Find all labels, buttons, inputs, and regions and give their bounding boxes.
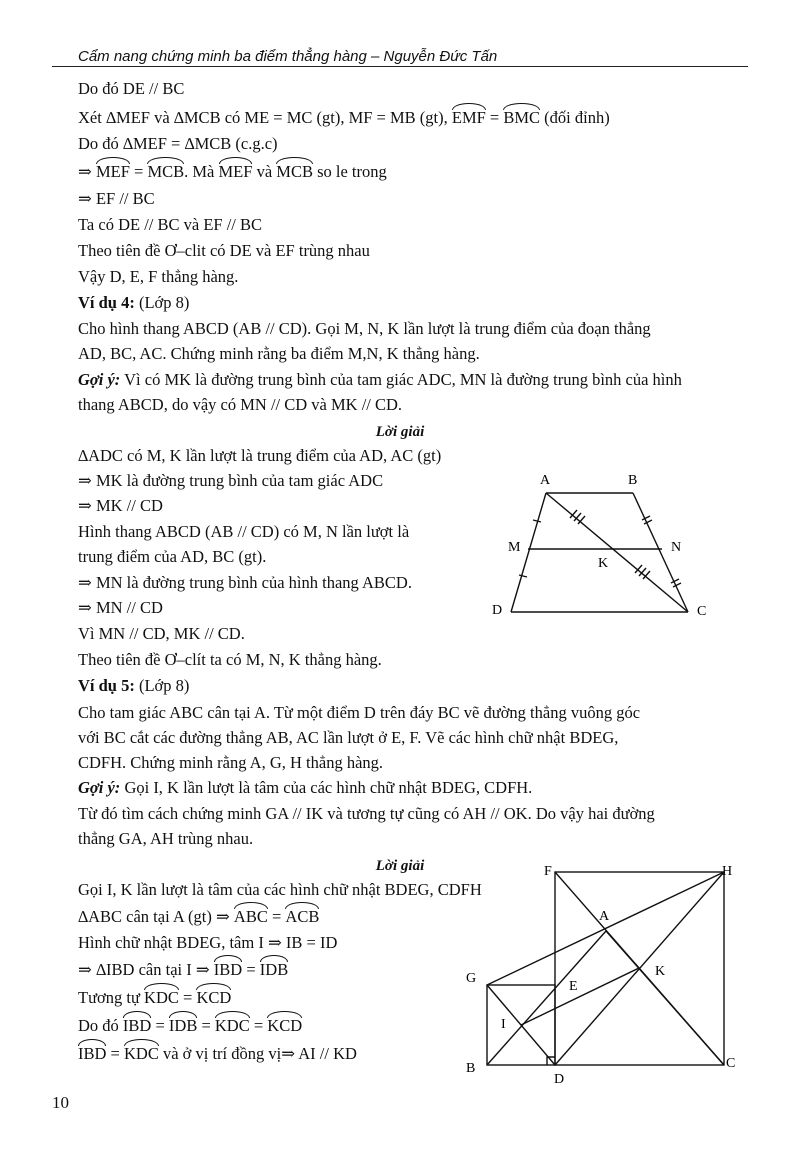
point-label: I (501, 1017, 506, 1032)
segment-ac (546, 493, 688, 612)
point-label: C (697, 604, 707, 619)
page-number: 10 (52, 1093, 69, 1112)
point-label: N (671, 540, 682, 555)
text-line: ⇒ EF // BC (78, 189, 155, 208)
text-line: Hình thang ABCD (AB // CD) có M, N lần lượt là (78, 522, 410, 541)
point-label: E (569, 979, 578, 994)
text-line: Do đó ∆MEF = ∆MCB (c.g.c) (78, 134, 278, 153)
header-rule (52, 66, 748, 67)
text-line: Do đó IBD = IDB = KDC = KCD (78, 1016, 303, 1035)
point-label: G (466, 971, 477, 986)
text-line: Theo tiên đề Ơ–clít ta có M, N, K thẳng hàng. (78, 650, 382, 669)
point-label: B (628, 473, 638, 488)
text-line: Theo tiên đề Ơ–clit có DE và EF trùng nhau (78, 241, 370, 260)
point-label: M (508, 540, 521, 555)
point-label: H (722, 864, 733, 879)
text-line: ⇒ MK // CD (78, 496, 163, 515)
rectangles-figure (458, 858, 748, 1088)
text-line: với BC cắt các đường thẳng AB, AC lần lượt ở E, F. Vẽ các hình chữ nhật BDEG, (78, 728, 619, 747)
text-line: thẳng GA, AH trùng nhau. (78, 829, 254, 848)
text-line: Cho hình thang ABCD (AB // CD). Gọi M, N, K lần lượt là trung điểm của đoạn thẳng (78, 319, 651, 338)
point-label: K (655, 964, 666, 979)
segment-gh (487, 872, 724, 985)
segment-ik (521, 968, 639, 1025)
solution-heading: Lời giải (375, 858, 425, 874)
point-label: A (540, 473, 551, 488)
page-header: Cẩm nang chứng minh ba điểm thẳng hàng – Nguyễn Đức Tấn (78, 48, 498, 65)
text-line: Tương tự KDC = KCD (78, 988, 232, 1007)
text-line: Vậy D, E, F thẳng hàng. (78, 267, 239, 286)
text-line: ∆ADC có M, K lần lượt là trung điểm của AD, AC (gt) (78, 446, 442, 465)
text-line: Do đó DE // BC (78, 79, 185, 98)
point-label: B (466, 1061, 476, 1076)
point-label: A (599, 909, 610, 924)
text-line: Vì MN // CD, MK // CD. (78, 624, 245, 643)
point-label: C (726, 1056, 736, 1071)
text-line: trung điểm của AD, BC (gt). (78, 547, 267, 566)
solution-heading: Lời giải (375, 424, 425, 440)
hint-line: Gợi ý: Gọi I, K lần lượt là tâm của các hình chữ nhật BDEG, CDFH. (78, 778, 533, 797)
example-5-heading: Ví dụ 5: (Lớp 8) (78, 676, 190, 695)
trapezoid-figure (470, 462, 730, 622)
text-line: Xét ∆MEF và ∆MCB có ME = MC (gt), MF = MB (gt), EMF = BMC (đối đỉnh) (78, 108, 610, 127)
tick-mark (519, 575, 527, 577)
text-line: IBD = KDC và ở vị trí đồng vị⇒ AI // KD (78, 1044, 357, 1063)
text-line: Hình chữ nhật BDEG, tâm I ⇒ IB = ID (78, 933, 338, 952)
point-label: F (544, 864, 552, 879)
tick-mark (533, 520, 541, 522)
point-label: K (598, 556, 609, 571)
text-line: thang ABCD, do vậy có MN // CD và MK // CD. (78, 395, 403, 414)
text-line: CDFH. Chứng minh rằng A, G, H thẳng hàng. (78, 753, 384, 772)
text-line: ⇒ MEF = MCB. Mà MEF và MCB so le trong (78, 162, 387, 181)
point-label: D (554, 1072, 565, 1087)
text-line: Cho tam giác ABC cân tại A. Từ một điểm D trên đáy BC vẽ đường thẳng vuông góc (78, 703, 641, 722)
text-line: Từ đó tìm cách chứng minh GA // IK và tương tự cũng có AH // OK. Do vậy hai đường (78, 804, 655, 823)
text-line: Ta có DE // BC và EF // BC (78, 215, 263, 234)
segment-ba (487, 931, 606, 1065)
text-line: ⇒ ∆IBD cân tại I ⇒ IBD = IDB (78, 960, 289, 979)
text-line: ∆ABC cân tại A (gt) ⇒ ABC = ACB (78, 907, 320, 926)
text-line: Gọi I, K lần lượt là tâm của các hình chữ nhật BDEG, CDFH (78, 880, 482, 899)
hint-line: Gợi ý: Vì có MK là đường trung bình của tam giác ADC, MN là đường trung bình của hình (78, 370, 682, 389)
text-line: ⇒ MN là đường trung bình của hình thang ABCD. (78, 573, 412, 592)
example-4-heading: Ví dụ 4: (Lớp 8) (78, 293, 190, 312)
text-line: ⇒ MN // CD (78, 598, 163, 617)
text-line: AD, BC, AC. Chứng minh rằng ba điểm M,N, K thẳng hàng. (78, 344, 480, 363)
text-line: ⇒ MK là đường trung bình của tam giác ADC (78, 471, 384, 490)
point-label: D (492, 603, 503, 618)
